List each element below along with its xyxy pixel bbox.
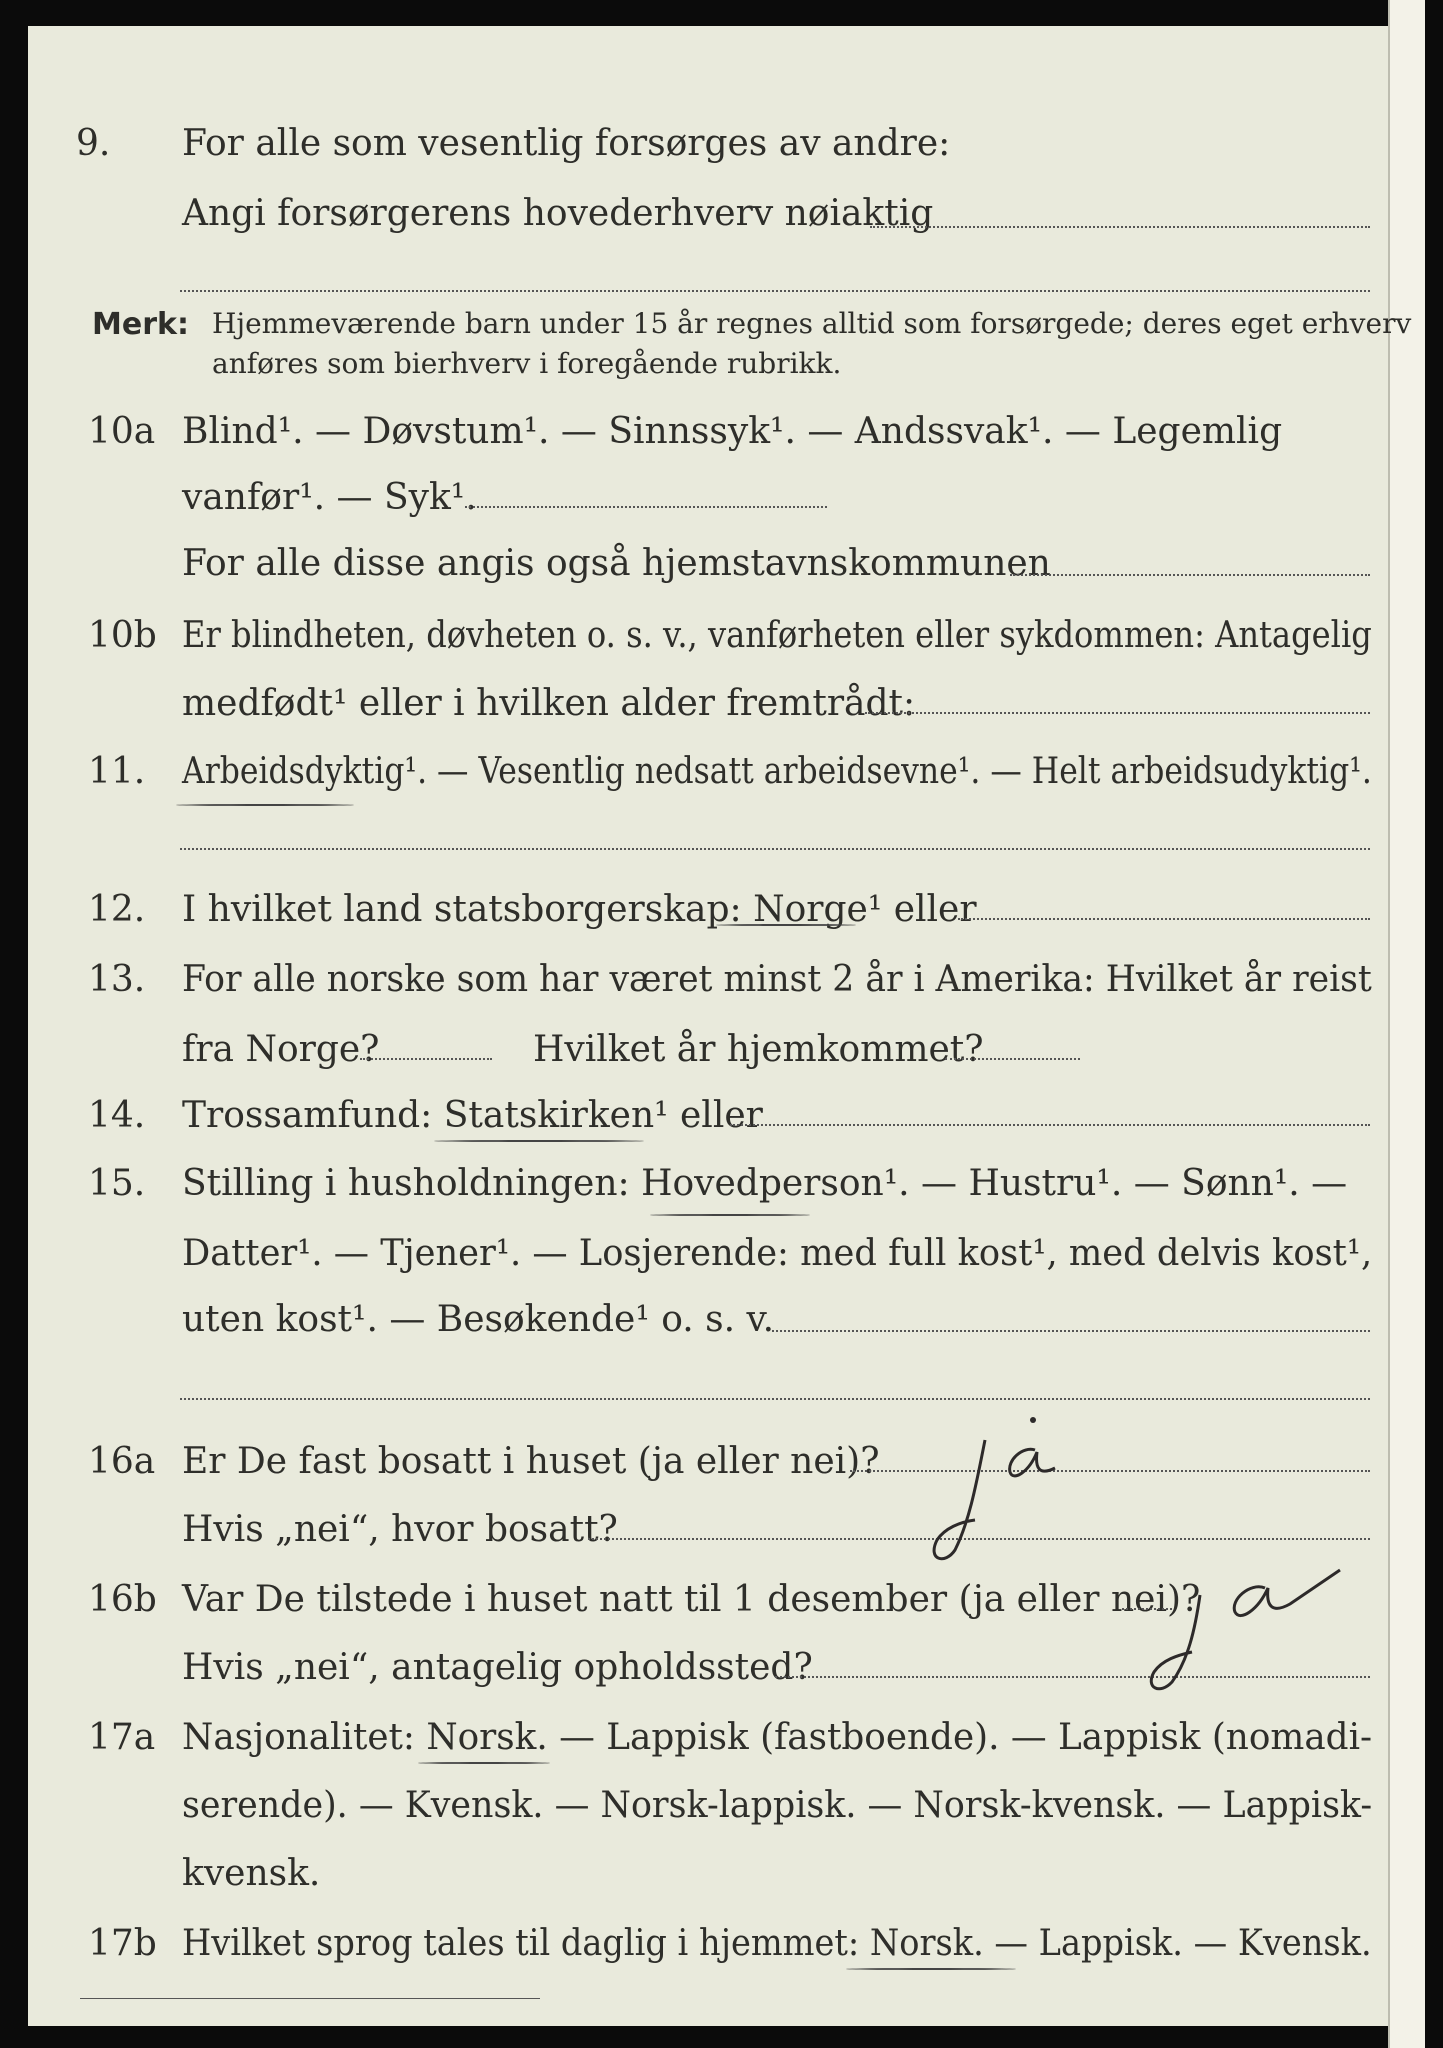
q11-text-1: Arbeidsdyktig¹. — Vesentlig nedsatt arbeidsevne¹. — Helt arbeidsudyktig¹.	[182, 751, 1372, 792]
q17a-number: 17a	[88, 1717, 156, 1758]
q15-text-1: Stilling i husholdningen: Hovedperson¹. — Hustru¹. — Sønn¹. —	[182, 1163, 1348, 1204]
q12-selection-mark	[716, 924, 856, 926]
q16a-text-1: Er De fast bosatt i huset (ja eller nei)?	[182, 1441, 880, 1482]
merk-text-1: Hjemmeværende barn under 15 år regnes alltid som forsørgede; deres eget erhverv	[212, 307, 1412, 340]
q17b-selection-mark	[846, 1968, 1016, 1970]
q12-number: 12.	[88, 889, 146, 930]
q10b-number: 10b	[88, 615, 157, 656]
q17b-number: 17b	[88, 1923, 157, 1964]
q14-text-1: Trossamfund: Statskirken¹ eller	[182, 1095, 763, 1136]
q14-number: 14.	[88, 1095, 146, 1136]
q10a-text-2: vanfør¹. — Syk¹.	[182, 477, 477, 518]
q9-text-1: For alle som vesentlig forsørges av andre:	[182, 123, 951, 164]
q10a-home-line[interactable]	[1010, 574, 1370, 576]
q15-answer-line[interactable]	[772, 1330, 1370, 1332]
q10a-text-3: For alle disse angis også hjemstavnskommunen	[182, 543, 1051, 584]
q9-answer-line[interactable]	[870, 226, 1370, 228]
q15-text-3: uten kost¹. — Besøkende¹ o. s. v.	[182, 1299, 775, 1340]
q11-selection-mark	[176, 804, 354, 806]
q15-text-2: Datter¹. — Tjener¹. — Losjerende: med full kost¹, med delvis kost¹,	[182, 1233, 1373, 1274]
q16b-number: 16b	[88, 1579, 157, 1620]
q16b-handwritten-answer	[1140, 1560, 1350, 1700]
q11-number: 11.	[88, 751, 146, 792]
q9-answer-line-2[interactable]	[180, 290, 1370, 292]
q13-text-2b: Hvilket år hjemkommet?	[533, 1029, 984, 1070]
q10b-answer-line[interactable]	[865, 712, 1370, 714]
q10a-text-1: Blind¹. — Døvstum¹. — Sinnssyk¹. — Andssvak¹. — Legemlig	[182, 411, 1283, 452]
q12-text-1: I hvilket land statsborgerskap: Norge¹ eller	[182, 889, 977, 930]
q13-text-1: For alle norske som har været minst 2 år i Amerika: Hvilket år reist	[182, 959, 1372, 1000]
q10b-text-1: Er blindheten, døvheten o. s. v., vanførheten eller sykdommen: Antagelig	[182, 615, 1372, 656]
q15-number: 15.	[88, 1163, 146, 1204]
q13-number: 13.	[88, 959, 146, 1000]
q15-selection-mark	[650, 1214, 810, 1216]
merk-text-2: anføres som bierhverv i foregående rubrikk.	[212, 347, 842, 380]
q17b-text-1: Hvilket sprog tales til daglig i hjemmet: Norsk. — Lappisk. — Kvensk.	[182, 1923, 1372, 1964]
q16b-text-1: Var De tilstede i huset natt til 1 desember (ja eller nei)?	[182, 1579, 1201, 1620]
q17a-text-1: Nasjonalitet: Norsk. — Lappisk (fastboende). — Lappisk (nomadi-	[182, 1717, 1373, 1758]
q13-return-line[interactable]	[945, 1058, 1080, 1060]
q13-text-2a: fra Norge?	[182, 1029, 380, 1070]
q9-number: 9.	[76, 123, 111, 164]
q13-departure-line[interactable]	[360, 1058, 492, 1060]
q14-selection-mark	[434, 1140, 644, 1142]
q9-text-2: Angi forsørgerens hovederhverv nøiaktig	[182, 193, 934, 234]
q17a-selection-mark	[418, 1762, 550, 1764]
q16a-text-2: Hvis „nei“, hvor bosatt?	[182, 1509, 618, 1550]
q10a-number: 10a	[88, 411, 156, 452]
footnote-rule	[80, 1998, 540, 1999]
q17a-text-3: kvensk.	[182, 1853, 321, 1894]
q15-answer-line-2[interactable]	[180, 1398, 1370, 1400]
q10a-answer-line[interactable]	[465, 506, 827, 508]
q10b-text-2: medfødt¹ eller i hvilken alder fremtrådt:	[182, 683, 916, 724]
q16a-number: 16a	[88, 1441, 156, 1482]
q16a-handwritten-answer	[915, 1410, 1075, 1570]
q17a-text-2: serende). — Kvensk. — Norsk-lappisk. — Norsk-kvensk. — Lappisk-	[182, 1785, 1373, 1826]
q11-answer-line[interactable]	[180, 848, 1370, 850]
q16b-text-2: Hvis „nei“, antagelig opholdssted?	[182, 1647, 813, 1688]
q12-answer-line[interactable]	[958, 918, 1370, 920]
q14-answer-line[interactable]	[730, 1124, 1370, 1126]
merk-label: Merk:	[92, 307, 189, 342]
